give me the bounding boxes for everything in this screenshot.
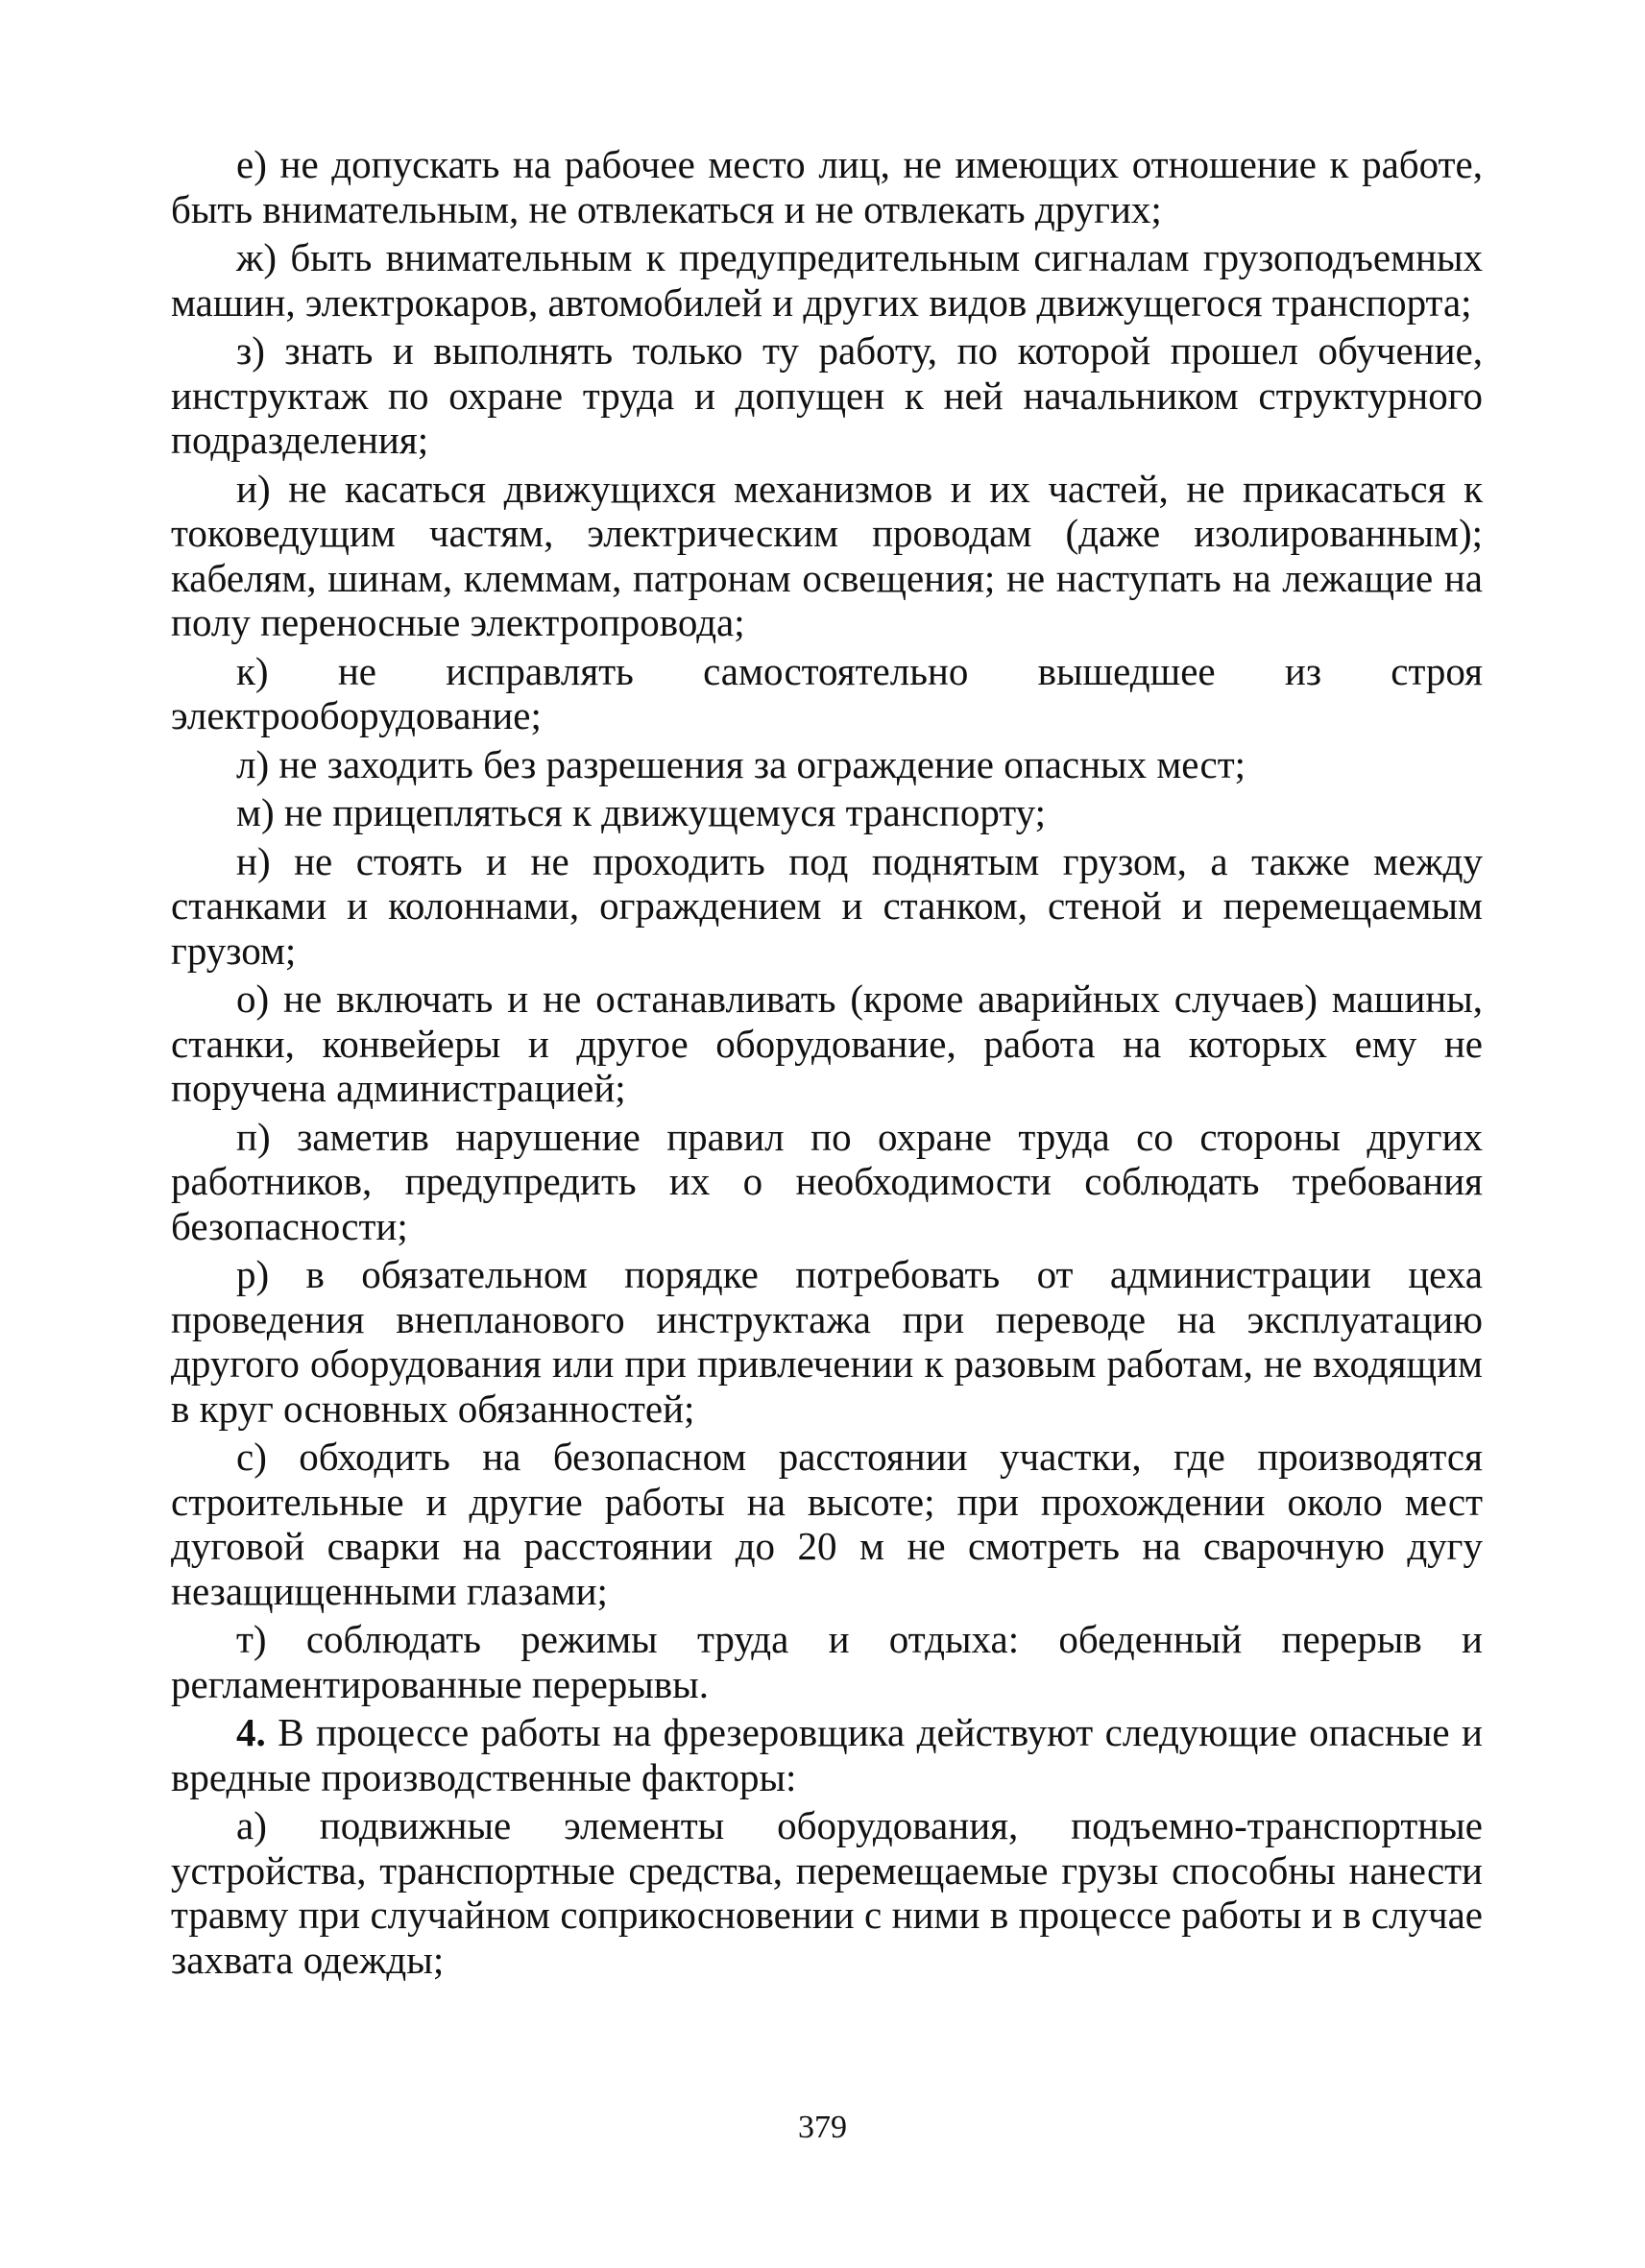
paragraph-k: к) не исправлять самостоятельно вышедшее из строя электрооборудование; [171, 648, 1483, 737]
paragraph-s: с) обходить на безопасном расстоянии участки, где производятся строительные и другие работы на высоте; при прохождении около мест дуговой сварки на расстоянии до 20 м не смотреть на сварочную дугу незащищенными глазами; [171, 1435, 1483, 1613]
body-text [171, 142, 1483, 1986]
paragraph-4 [171, 1710, 1483, 1799]
paragraph-m: м) не прицепляться к движущемуся транспорту; [236, 790, 1047, 834]
paragraph-n: н) не стоять и не проходить под поднятым грузом, а также между станками и колоннами, ограждением и станком, стеной и перемещаемым грузом; [171, 838, 1483, 973]
paragraph-p: п) заметив нарушение правил по охране труда со стороны других работников, предупредить их о необходимости соблюдать требования безопасности; [171, 1114, 1483, 1248]
paragraph-e: е) не допускать на рабочее место лиц, не имеющих отношение к работе, быть внимательным, не отвлекаться и не отвлекать других; [171, 142, 1483, 231]
paragraph-4-text: В процессе работы на фрезеровщика действуют следующие опасные и вредные производственные факторы: [171, 1710, 1483, 1799]
item-number: 4. [236, 1710, 266, 1754]
paragraph-l: л) не заходить без разрешения за ограждение опасных мест; [236, 741, 1246, 786]
paragraph-zh: ж) быть внимательным к предупредительным сигналам грузоподъемных машин, электрокаров, автомобилей и других видов движущегося транспорта; [171, 235, 1483, 325]
paragraph-r: р) в обязательном порядке потребовать от администрации цеха проведения внепланового инструктажа при переводе на эксплуатацию другого оборудования или при привлечении к разовым работам, не входящим в круг основных обязанностей; [171, 1252, 1483, 1431]
paragraph-z: з) знать и выполнять только ту работу, по которой прошел обучение, инструктаж по охране труда и допущен к ней начальником структурного подразделения; [171, 328, 1483, 462]
paragraph-a: а) подвижные элементы оборудования, подъемно-транспортные устройства, транспортные средства, перемещаемые грузы способны нанести травму при случайном соприкосновении с ними в процессе работы и в случае захвата одежды; [171, 1803, 1483, 1982]
paragraph-o: о) не включать и не останавливать (кроме аварийных случаев) машины, станки, конвейеры и другое оборудование, работа на которых ему не поручена администрацией; [171, 977, 1483, 1110]
page-number: 379 [798, 2110, 847, 2145]
paragraph-i: и) не касаться движущихся механизмов и их частей, не прикасаться к токоведущим частям, электрическим проводам (даже изолированным); кабелям, шинам, клеммам, патронам освещения; не наступать на лежащие на полу переносные электропровода; [171, 466, 1483, 644]
paragraph-t: т) соблюдать режимы труда и отдыха: обеденный перерыв и регламентированные перерывы. [171, 1617, 1483, 1706]
